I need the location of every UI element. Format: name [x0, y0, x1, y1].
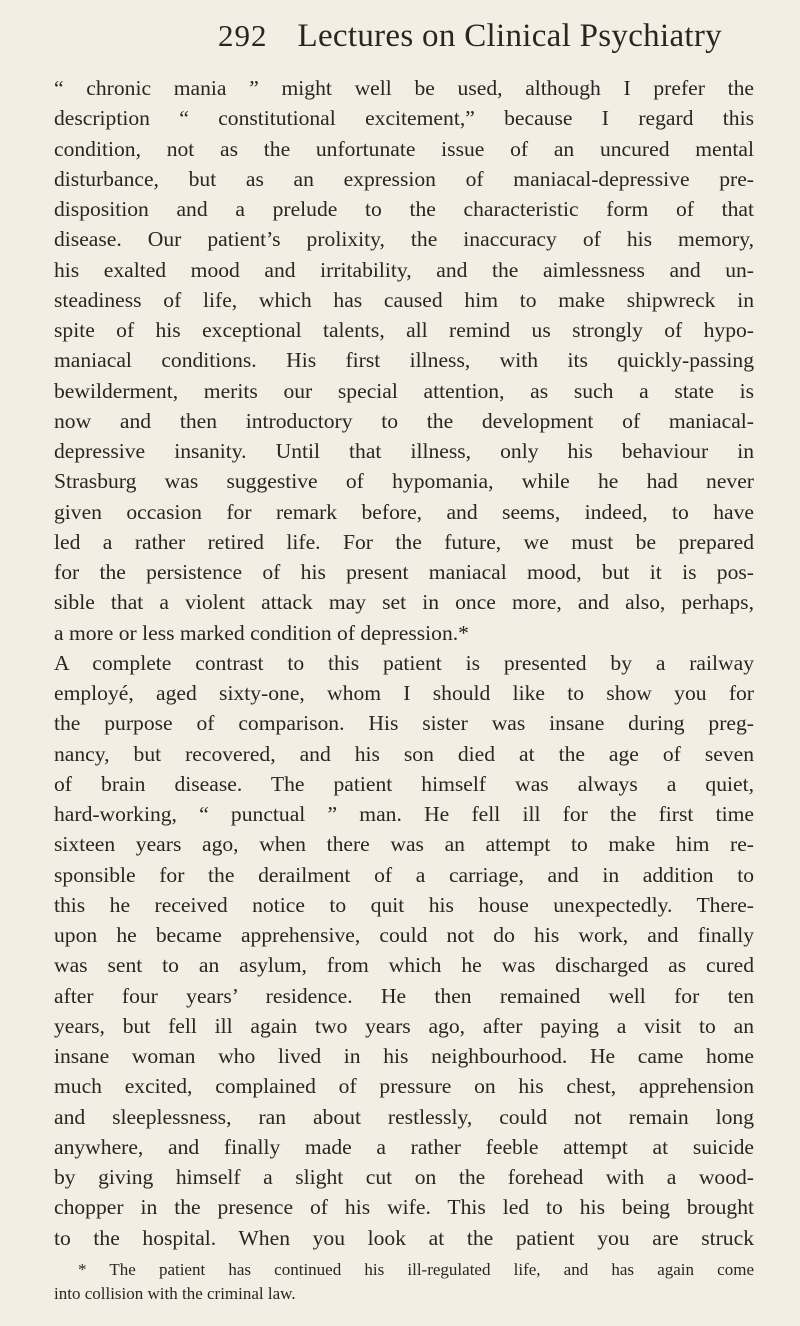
text-line: by giving himself a slight cut on the forehead with a wood-: [54, 1165, 754, 1189]
text-line: nancy, but recovered, and his son died at the age of seven: [54, 741, 754, 766]
text-line: condition, not as the unfortunate issue of an uncured mental: [54, 136, 754, 161]
text-line: the purpose of comparison. His sister was insane during preg-: [54, 711, 754, 736]
text-line: anywhere, and finally made a rather feeble attempt at suicide: [54, 1134, 754, 1159]
text-line: this he received notice to quit his house unexpectedly. There-: [54, 892, 754, 917]
text-line: was sent to an asylum, from which he was discharged as cured: [54, 953, 754, 978]
page-header: [218, 18, 738, 78]
text-line: Strasburg was suggestive of hypomania, while he had never: [54, 469, 754, 494]
text-line: bewilderment, merits our special attention, as such a state is: [54, 378, 754, 403]
footnote-line: * The patient has continued his ill-regulated life, and has again come: [78, 1260, 754, 1279]
text-line: to the hospital. When you look at the patient you are struck: [54, 1225, 754, 1250]
page-number: 292: [218, 18, 268, 53]
text-line: after four years’ residence. He then remained well for ten: [54, 983, 754, 1008]
text-line: his exalted mood and irritability, and the aimlessness and un-: [54, 257, 754, 282]
text-line: hard-working, “ punctual ” man. He fell ill for the first time: [54, 802, 754, 826]
text-line: A complete contrast to this patient is presented by a railway: [54, 650, 754, 675]
text-line: upon he became apprehensive, could not do his work, and finally: [54, 923, 754, 947]
text-line: much excited, complained of pressure on his chest, apprehension: [54, 1074, 754, 1099]
text-line: now and then introductory to the development of maniacal-: [54, 408, 754, 433]
footnote-line: into collision with the criminal law.: [54, 1284, 296, 1303]
text-line: years, but fell ill again two years ago, after paying a visit to an: [54, 1013, 754, 1038]
text-line: spite of his exceptional talents, all remind us strongly of hypo-: [54, 318, 754, 342]
text-line: sixteen years ago, when there was an attempt to make him re-: [54, 832, 754, 857]
text-line: a more or less marked condition of depression.*: [54, 620, 469, 645]
text-line: sible that a violent attack may set in once more, and also, perhaps,: [54, 590, 754, 615]
text-line: sponsible for the derailment of a carriage, and in addition to: [54, 862, 754, 887]
body-text: [54, 73, 754, 1253]
text-line: chopper in the presence of his wife. This led to his being brought: [54, 1195, 754, 1220]
footnote: [54, 1258, 754, 1306]
running-title: Lectures on Clinical Psychiatry: [297, 18, 722, 54]
text-line: disease. Our patient’s prolixity, the inaccuracy of his memory,: [54, 227, 754, 252]
text-line: of brain disease. The patient himself was always a quiet,: [54, 771, 754, 796]
text-line: “ chronic mania ” might well be used, although I prefer the: [54, 76, 754, 100]
text-line: and sleeplessness, ran about restlessly, could not remain long: [54, 1104, 754, 1129]
text-line: for the persistence of his present maniacal mood, but it is pos-: [54, 560, 754, 584]
text-line: disturbance, but as an expression of maniacal-depressive pre-: [54, 166, 754, 191]
text-line: given occasion for remark before, and seems, indeed, to have: [54, 499, 754, 524]
text-line: steadiness of life, which has caused him to make shipwreck in: [54, 287, 754, 312]
text-line: disposition and a prelude to the characteristic form of that: [54, 197, 754, 221]
text-line: employé, aged sixty-one, whom I should like to show you for: [54, 681, 754, 705]
text-line: maniacal conditions. His first illness, with its quickly-passing: [54, 348, 754, 373]
text-line: led a rather retired life. For the future, we must be prepared: [54, 529, 754, 554]
text-line: description “ constitutional excitement,” because I regard this: [54, 106, 754, 131]
text-line: insane woman who lived in his neighbourhood. He came home: [54, 1044, 754, 1068]
text-line: depressive insanity. Until that illness, only his behaviour in: [54, 439, 754, 463]
